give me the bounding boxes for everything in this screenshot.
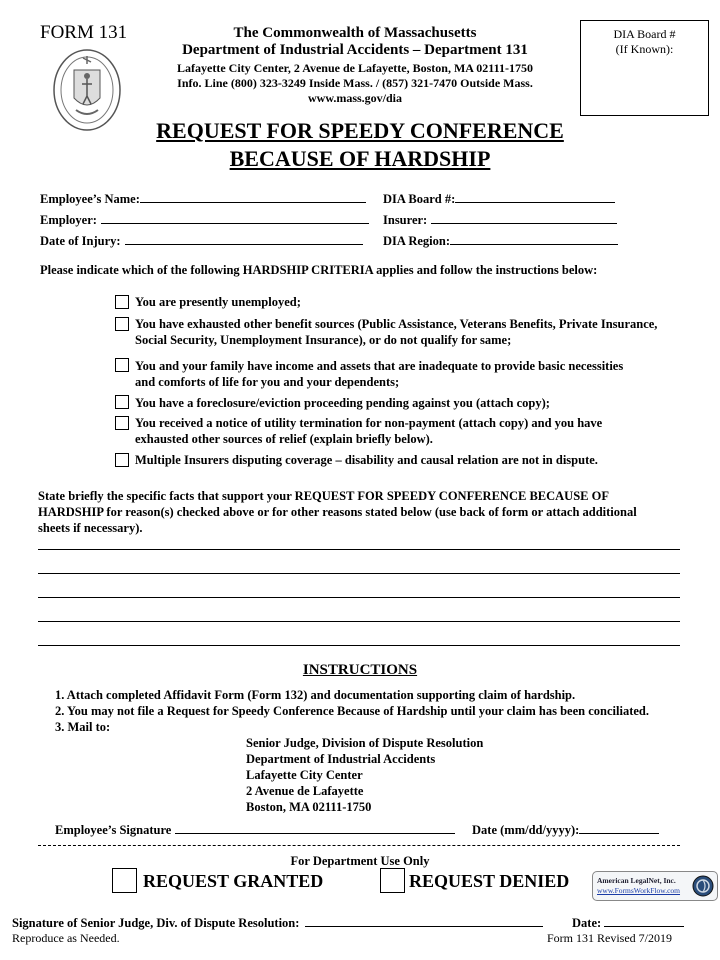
signature-date-field[interactable] bbox=[472, 821, 659, 839]
department-heading: Department of Industrial Accidents – Department 131 bbox=[182, 42, 528, 58]
facts-instructions: State briefly the specific facts that support your REQUEST FOR SPEEDY CONFERENCE BECAUSE OF HARDSHIP for reason(s) checked above or for other reasons stated below (use back of form or attach additional sheets if necessary). bbox=[38, 489, 637, 535]
employee-name-field[interactable] bbox=[40, 190, 366, 208]
department-divider bbox=[38, 845, 680, 846]
dia-region-field[interactable] bbox=[383, 232, 618, 250]
dia-board-box-sublabel: (If Known): bbox=[615, 42, 674, 56]
criteria-item: You and your family have income and assets that are inadequate to provide basic necessities and comforts of life for you and your dependents; bbox=[135, 359, 624, 389]
legalnet-logo-name: American LegalNet, Inc. bbox=[597, 876, 676, 885]
instruction-item: 1. Attach completed Affidavit Form (Form 132) and documentation supporting claim of hardship. bbox=[55, 688, 576, 702]
mail-address-line: Department of Industrial Accidents bbox=[246, 752, 436, 766]
judge-signature-label: Signature of Senior Judge, Div. of Dispute Resolution: bbox=[12, 916, 300, 930]
judge-date-label: Date: bbox=[572, 916, 602, 930]
request-denied-label: REQUEST DENIED bbox=[409, 871, 570, 891]
date-of-injury-field[interactable] bbox=[40, 232, 363, 250]
insurer-field[interactable] bbox=[383, 211, 617, 229]
signature-date-label: Date (mm/dd/yyyy): bbox=[472, 823, 580, 837]
criteria-checkbox-unemployed[interactable] bbox=[115, 295, 129, 309]
employee-name-label: Employee’s Name: bbox=[40, 192, 140, 206]
criteria-item: Multiple Insurers disputing coverage – disability and causal relation are not in dispute. bbox=[135, 453, 598, 467]
facts-write-line[interactable] bbox=[38, 621, 680, 622]
criteria-item: You are presently unemployed; bbox=[135, 295, 301, 309]
dia-board-field[interactable] bbox=[383, 190, 615, 208]
mail-address-line: Boston, MA 02111-1750 bbox=[246, 800, 372, 814]
website-line: www.mass.gov/dia bbox=[307, 91, 402, 105]
dia-board-box[interactable] bbox=[580, 20, 709, 116]
dia-region-label: DIA Region: bbox=[383, 234, 451, 248]
facts-write-line[interactable] bbox=[38, 549, 680, 550]
form-title-line2: BECAUSE OF HARDSHIP bbox=[229, 146, 491, 171]
criteria-checkbox-exhausted-benefits[interactable] bbox=[115, 317, 129, 331]
criteria-checkbox-multiple-insurers[interactable] bbox=[115, 453, 129, 467]
instructions-heading: INSTRUCTIONS bbox=[302, 662, 418, 678]
judge-date-field[interactable] bbox=[572, 914, 684, 932]
mail-address-line: Lafayette City Center bbox=[246, 768, 363, 782]
criteria-checkbox-inadequate-income[interactable] bbox=[115, 358, 129, 372]
judge-signature-field[interactable] bbox=[12, 914, 543, 932]
request-denied-checkbox[interactable] bbox=[380, 868, 405, 893]
phone-line: Info. Line (800) 323-3249 Inside Mass. / (857) 321-7470 Outside Mass. bbox=[177, 76, 533, 90]
mail-address-line: 2 Avenue de Lafayette bbox=[246, 784, 364, 798]
employee-signature-field[interactable] bbox=[55, 821, 455, 839]
employer-field[interactable] bbox=[40, 211, 369, 229]
legalnet-logo bbox=[592, 871, 718, 901]
criteria-item: You received a notice of utility termination for non-payment (attach copy) and you have exhausted other sources of relief (explain briefly below). bbox=[135, 416, 603, 446]
request-granted-checkbox[interactable] bbox=[112, 868, 137, 893]
criteria-checkbox-utility-termination[interactable] bbox=[115, 416, 129, 430]
criteria-item: You have a foreclosure/eviction proceeding pending against you (attach copy); bbox=[135, 396, 550, 410]
legalnet-logo-url: www.FormsWorkFlow.com bbox=[597, 886, 681, 895]
instruction-item: 3. Mail to: bbox=[55, 720, 111, 734]
date-of-injury-label: Date of Injury: bbox=[40, 234, 121, 248]
request-granted-label: REQUEST GRANTED bbox=[143, 871, 324, 891]
form-number: FORM 131 bbox=[40, 22, 128, 43]
criteria-item: You have exhausted other benefit sources (Public Assistance, Veterans Benefits, Private Insurance, Social Security, Unemployment Insurance), or do not qualify for same; bbox=[135, 317, 658, 347]
commonwealth-heading: The Commonwealth of Massachusetts bbox=[233, 25, 477, 41]
department-use-heading: For Department Use Only bbox=[290, 854, 430, 868]
facts-write-line[interactable] bbox=[38, 573, 680, 574]
facts-write-line[interactable] bbox=[38, 597, 680, 598]
form-title-line1: REQUEST FOR SPEEDY CONFERENCE bbox=[156, 118, 564, 143]
address-line: Lafayette City Center, 2 Avenue de Lafayette, Boston, MA 02111-1750 bbox=[177, 61, 533, 75]
facts-write-line[interactable] bbox=[38, 645, 680, 646]
criteria-intro: Please indicate which of the following HARDSHIP CRITERIA applies and follow the instructions below: bbox=[40, 263, 598, 277]
insurer-label: Insurer: bbox=[383, 213, 428, 227]
form-revision: Form 131 Revised 7/2019 bbox=[547, 931, 672, 945]
globe-icon bbox=[691, 874, 715, 898]
employee-signature-label: Employee’s Signature bbox=[55, 823, 172, 837]
criteria-checkbox-foreclosure[interactable] bbox=[115, 395, 129, 409]
mail-address-line: Senior Judge, Division of Dispute Resolution bbox=[246, 736, 484, 750]
dia-board-box-label: DIA Board # bbox=[613, 27, 676, 41]
instruction-item: 2. You may not file a Request for Speedy Conference Because of Hardship until your claim has been conciliated. bbox=[55, 704, 649, 718]
reproduce-note: Reproduce as Needed. bbox=[12, 931, 120, 945]
employer-label: Employer: bbox=[40, 213, 97, 227]
dia-board-label: DIA Board #: bbox=[383, 192, 456, 206]
